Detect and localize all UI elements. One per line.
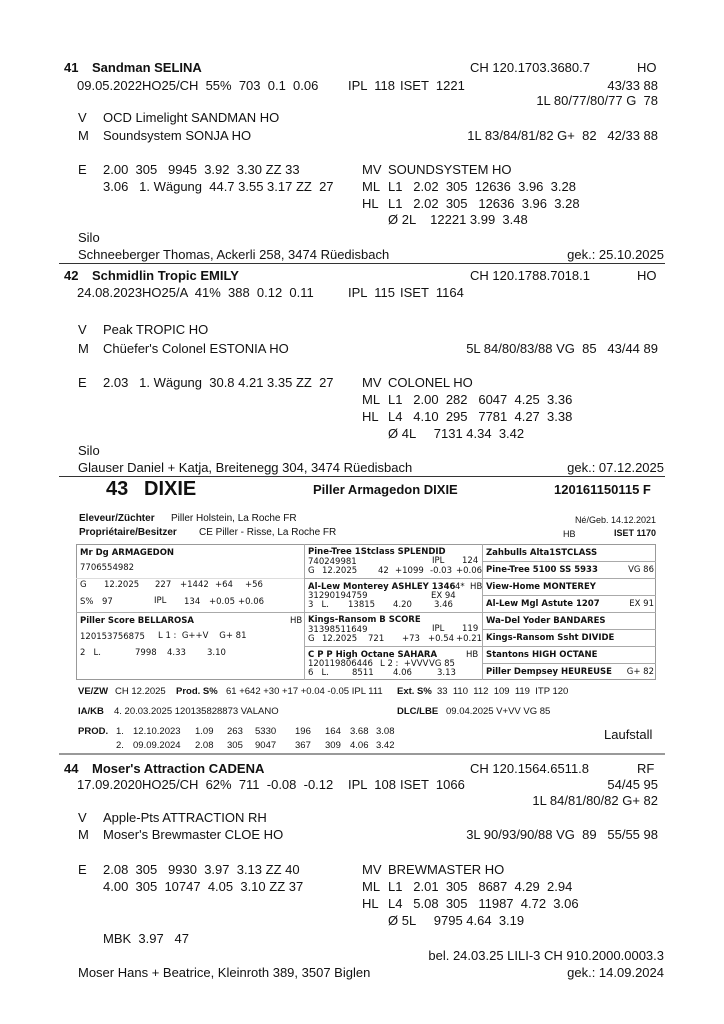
breed-code: HO: [637, 60, 657, 75]
dam-linear: L 1 : G++V G+ 81: [158, 631, 247, 641]
dam-name: Soundsystem SONJA HO: [103, 128, 252, 143]
sire-label: V: [78, 322, 87, 337]
breeder-label: Eleveur/Züchter: [79, 513, 155, 524]
dd-fat: 4.06: [393, 668, 412, 678]
dam-name: Piller Score BELLAROSA: [80, 616, 194, 626]
type-score: 54/45 95: [607, 777, 658, 792]
iset-value: ISET 1066: [400, 777, 465, 792]
sire-g-label: G: [80, 580, 87, 590]
sire-g-value: +1442: [180, 580, 209, 590]
e-line: 2.08 305 9930 3.97 3.13 ZZ 40: [103, 862, 300, 877]
prod-cell: 5330: [255, 726, 277, 737]
iset-value: ISET 1221: [400, 78, 465, 93]
prod-cell: 2.08: [195, 740, 214, 751]
dd-hb: HB: [466, 650, 479, 660]
dlc-value: 09.04.2025 V+VV VG 85: [446, 706, 551, 717]
dam-label: M: [78, 341, 89, 356]
ipl-value: IPL 118: [348, 78, 395, 93]
gek-date: gek.: 07.12.2025: [567, 460, 664, 475]
average-values: Ø 5L 9795 4.64 3.19: [388, 913, 525, 928]
entry-number: 41: [64, 60, 79, 75]
sire-g-date: 12.2025: [104, 580, 140, 590]
sire-s-value: +0.05: [209, 597, 236, 607]
ds-name: Kings-Ransom B SCORE: [308, 615, 421, 625]
ipl-value: IPL 108: [348, 777, 396, 792]
prod-table-label: PROD.: [78, 726, 109, 737]
animal-id: 120161150115 F: [554, 482, 651, 497]
dlc-label: DLC/LBE: [397, 706, 439, 717]
hl-values: L4 5.08 305 11987 4.72 3.06: [388, 896, 579, 911]
ds-ipl-value: 119: [462, 624, 479, 634]
sd-lact: 3 L.: [308, 600, 329, 610]
grid-divider: [304, 578, 482, 579]
hl-values: L4 4.10 295 7781 4.27 3.38: [388, 409, 573, 424]
ml-label: ML: [362, 392, 381, 407]
dam-id: 120153756875: [80, 632, 145, 642]
animal-name: Schmidlin Tropic EMILY: [92, 268, 239, 283]
grid-divider: [482, 663, 656, 664]
type-score: 43/33 88: [607, 78, 658, 93]
sire-s-value: +0.06: [238, 597, 265, 607]
sd-milk: 13815: [348, 600, 376, 610]
birth-date: 24.08.2023: [77, 285, 143, 300]
mv-label: MV: [362, 862, 382, 877]
dd-lact: 6 L.: [308, 668, 329, 678]
animal-id: CH 120.1703.3680.7: [470, 60, 590, 75]
ss-g-value: +0.06: [456, 566, 483, 576]
housing-note: Silo: [78, 230, 100, 245]
prod-cell: 3.08: [376, 726, 395, 737]
e-line: 4.00 305 10747 4.05 3.10 ZZ 37: [103, 879, 304, 894]
hl-values: L1 2.02 305 12636 3.96 3.28: [388, 196, 580, 211]
ggp-name: Zahbulls Alta1STCLASS: [486, 548, 598, 558]
sire-name: Mr Dg ARMAGEDON: [80, 548, 175, 558]
ss-g-date: 12.2025: [322, 566, 358, 576]
ds-ipl-label: IPL: [432, 624, 445, 634]
breeder-value: Piller Holstein, La Roche FR: [171, 513, 297, 524]
prod-values: 61 +642 +30 +17 +0.04 -0.05 IPL 111: [226, 686, 383, 697]
prod-cell: 1.09: [195, 726, 214, 737]
ss-g-value: -0.03: [430, 566, 452, 576]
e-label: E: [78, 162, 87, 177]
hl-label: HL: [362, 896, 379, 911]
mv-name: BREWMASTER HO: [388, 862, 505, 877]
sire-name: OCD Limelight SANDMAN HO: [103, 110, 280, 125]
ds-g-value: +0.21: [456, 634, 483, 644]
animal-name: Moser's Attraction CADENA: [92, 761, 265, 776]
mv-name: SOUNDSYSTEM HO: [388, 162, 512, 177]
e-line: 2.00 305 9945 3.92 3.30 ZZ 33: [103, 162, 300, 177]
ggp-name: Al-Lew Mgl Astute 1207: [486, 599, 600, 609]
ml-label: ML: [362, 179, 381, 194]
dam-label: M: [78, 128, 89, 143]
dam-score: 3L 90/93/90/88 VG 89 55/55 98: [466, 827, 658, 842]
ds-g-value: 721: [368, 634, 385, 644]
owner-label: Propriétaire/Besitzer: [79, 527, 177, 538]
ds-g-value: +0.54: [428, 634, 455, 644]
ggp-name: Piller Dempsey HEUREUSE: [486, 667, 612, 677]
ml-values: L1 2.02 305 12636 3.96 3.28: [388, 179, 576, 194]
iset-value: ISET 1170: [613, 528, 656, 538]
ext-label: Ext. S%: [397, 686, 432, 697]
dam-name: Moser's Brewmaster CLOE HO: [103, 827, 284, 842]
entry-number: 43: [106, 478, 129, 500]
prod-cell: 196: [295, 726, 311, 737]
prod-cell: 3.42: [376, 740, 395, 751]
mbk-values: MBK 3.97 47: [103, 931, 189, 946]
average-values: Ø 2L 12221 3.99 3.48: [388, 212, 528, 227]
entry-separator: [59, 263, 665, 264]
breed-code: RF: [637, 761, 655, 776]
animal-short-name: DIXIE: [144, 478, 197, 500]
ss-g-label: G: [308, 566, 315, 576]
ss-ipl-label: IPL: [432, 556, 445, 566]
ggp-name: View-Home MONTEREY: [486, 582, 596, 592]
owner-address: Glauser Daniel + Katja, Breitenegg 304, 3474 Rüedisbach: [78, 460, 413, 475]
sire-label: V: [78, 810, 87, 825]
sd-id: 31290194759: [308, 591, 368, 601]
prod-cell: 3.68: [350, 726, 369, 737]
ss-name: Pine-Tree 1Stclass SPLENDID: [308, 547, 446, 557]
ss-id: 740249981: [308, 557, 357, 567]
linear-score: 1L 84/81/80/82 G+ 82: [532, 793, 658, 808]
mv-label: MV: [362, 162, 382, 177]
dd-linear: L 2 : +VVV: [380, 659, 429, 669]
sire-id: 7706554982: [80, 563, 135, 573]
prod-label: Prod. S%: [176, 686, 218, 697]
iakb-value: 4. 20.03.2025 120135828873 VALANO: [114, 706, 279, 717]
prod-cell: 164: [325, 726, 341, 737]
e-label: E: [78, 862, 87, 877]
average-values: Ø 4L 7131 4.34 3.42: [388, 426, 525, 441]
e-line: 2.03 1. Wägung 30.8 4.21 3.35 ZZ 27: [103, 375, 334, 390]
ml-values: L1 2.00 282 6047 4.25 3.36: [388, 392, 573, 407]
dam-name: Chüefer's Colonel ESTONIA HO: [103, 341, 289, 356]
sire-s-value: 97: [102, 597, 113, 607]
animal-full-name: Piller Armagedon DIXIE: [313, 482, 458, 497]
prod-cell: 12.10.2023: [133, 726, 181, 737]
grid-divider: [76, 612, 656, 613]
sd-fat: 4.20: [393, 600, 412, 610]
prod-cell: 4.06: [350, 740, 369, 751]
index-line: HO25/CH 55% 703 0.1 0.06: [142, 78, 319, 93]
dam-label: M: [78, 827, 89, 842]
prod-cell: 9047: [255, 740, 277, 751]
grid-divider: [304, 646, 482, 647]
animal-id: CH 120.1788.7018.1: [470, 268, 590, 283]
iakb-label: IA/KB: [78, 706, 104, 717]
grid-divider: [482, 578, 656, 579]
owner-value: CE Piller - Risse, La Roche FR: [199, 527, 337, 538]
prod-cell: 2.: [116, 740, 124, 751]
animal-id: CH 120.1564.6511.8: [470, 761, 590, 776]
dam-lact: 2 L.: [80, 648, 101, 658]
herdbook-badge: HB: [563, 529, 576, 539]
prod-cell: 305: [227, 740, 243, 751]
grid-divider: [76, 578, 304, 579]
ggp-name: Kings-Ransom Ssht DIVIDE: [486, 633, 615, 643]
dam-score: 5L 84/80/83/88 VG 85 43/44 89: [466, 341, 658, 356]
sd-tag: 4* HB: [455, 582, 483, 592]
birth-date: 17.09.2020: [77, 777, 143, 792]
ipl-value: IPL 115: [348, 285, 395, 300]
ss-ipl-value: 124: [462, 556, 479, 566]
sire-g-value: +56: [245, 580, 263, 590]
ds-id: 31398511649: [308, 625, 368, 635]
ggp-name: Stantons HIGH OCTANE: [486, 650, 598, 660]
ds-g-date: 12.2025: [322, 634, 358, 644]
e-label: E: [78, 375, 87, 390]
prod-cell: 367: [295, 740, 311, 751]
grid-divider: [482, 629, 656, 630]
prod-cell: 309: [325, 740, 341, 751]
ggp-name: Wa-Del Yoder BANDARES: [486, 616, 606, 626]
ml-label: ML: [362, 879, 381, 894]
sire-g-value: 227: [155, 580, 172, 590]
grid-divider: [482, 595, 656, 596]
sire-ipl-value: 134: [184, 597, 201, 607]
sire-s-label: S%: [80, 597, 94, 607]
dam-milk: 7998: [135, 648, 157, 658]
ggp-name: Pine-Tree 5100 SS 5933: [486, 565, 598, 575]
owner-address: Moser Hans + Beatrice, Kleinroth 389, 3507 Biglen: [78, 965, 371, 980]
dam-protein: 3.10: [207, 648, 226, 658]
housing-type: Laufstall: [604, 727, 653, 742]
dd-milk: 8511: [352, 668, 374, 678]
entry-separator: [59, 753, 665, 755]
hl-label: HL: [362, 409, 379, 424]
prod-cell: 09.09.2024: [133, 740, 181, 751]
dd-id: 120119806446: [308, 659, 373, 669]
sd-score: EX 94: [431, 591, 456, 601]
grid-divider: [482, 561, 656, 562]
ggp-score: G+ 82: [626, 667, 654, 677]
ml-values: L1 2.01 305 8687 4.29 2.94: [388, 879, 573, 894]
sire-ipl-label: IPL: [154, 596, 167, 606]
owner-address: Schneeberger Thomas, Ackerli 258, 3474 Rüedisbach: [78, 247, 390, 262]
vezw-label: VE/ZW: [78, 686, 109, 697]
linear-score: 1L 80/77/80/77 G 78: [536, 93, 658, 108]
ds-g-label: G: [308, 634, 315, 644]
dd-protein: 3.13: [437, 668, 456, 678]
sire-name: Apple-Pts ATTRACTION RH: [103, 810, 267, 825]
mv-label: MV: [362, 375, 382, 390]
housing-note: Silo: [78, 443, 100, 458]
index-line: HO25/CH 62% 711 -0.08 -0.12: [142, 777, 334, 792]
sire-name: Peak TROPIC HO: [103, 322, 209, 337]
sd-name: Al-Lew Monterey ASHLEY 1346: [308, 582, 456, 592]
ext-values: 33 110 112 109 119 ITP 120: [437, 686, 569, 697]
entry-number: 44: [64, 761, 79, 776]
mv-name: COLONEL HO: [388, 375, 473, 390]
ggp-score: EX 91: [629, 599, 654, 609]
dam-hb: HB: [290, 616, 303, 626]
ggp-score: VG 86: [628, 565, 654, 575]
entry-separator: [59, 476, 665, 477]
prod-cell: 263: [227, 726, 243, 737]
gek-date: gek.: 25.10.2025: [567, 247, 664, 262]
sire-g-value: +64: [215, 580, 233, 590]
ss-g-value: +1099: [395, 566, 424, 576]
index-line: HO25/A 41% 388 0.12 0.11: [142, 285, 314, 300]
breed-code: HO: [637, 268, 657, 283]
loan-note: bel. 24.03.25 LILI-3 CH 910.2000.0003.3: [428, 948, 664, 963]
grid-divider: [482, 646, 656, 647]
ds-g-value: +73: [402, 634, 420, 644]
animal-name: Sandman SELINA: [92, 60, 202, 75]
iset-value: ISET 1164: [400, 285, 464, 300]
sd-protein: 3.46: [434, 600, 453, 610]
dd-name: C P P High Octane SAHARA: [308, 650, 438, 660]
dam-score: 1L 83/84/81/82 G+ 82 42/33 88: [467, 128, 658, 143]
sire-label: V: [78, 110, 87, 125]
entry-number: 42: [64, 268, 79, 283]
prod-cell: 1.: [116, 726, 124, 737]
birth-date: 09.05.2022: [77, 78, 143, 93]
hl-label: HL: [362, 196, 379, 211]
dd-score: VG 85: [429, 659, 455, 669]
vezw-value: CH 12.2025: [115, 686, 166, 697]
ss-g-value: 42: [378, 566, 389, 576]
birth-date: Né/Geb. 14.12.2021: [574, 515, 656, 525]
e-line: 3.06 1. Wägung 44.7 3.55 3.17 ZZ 27: [103, 179, 334, 194]
gek-date: gek.: 14.09.2024: [567, 965, 664, 980]
dam-fat: 4.33: [167, 648, 186, 658]
